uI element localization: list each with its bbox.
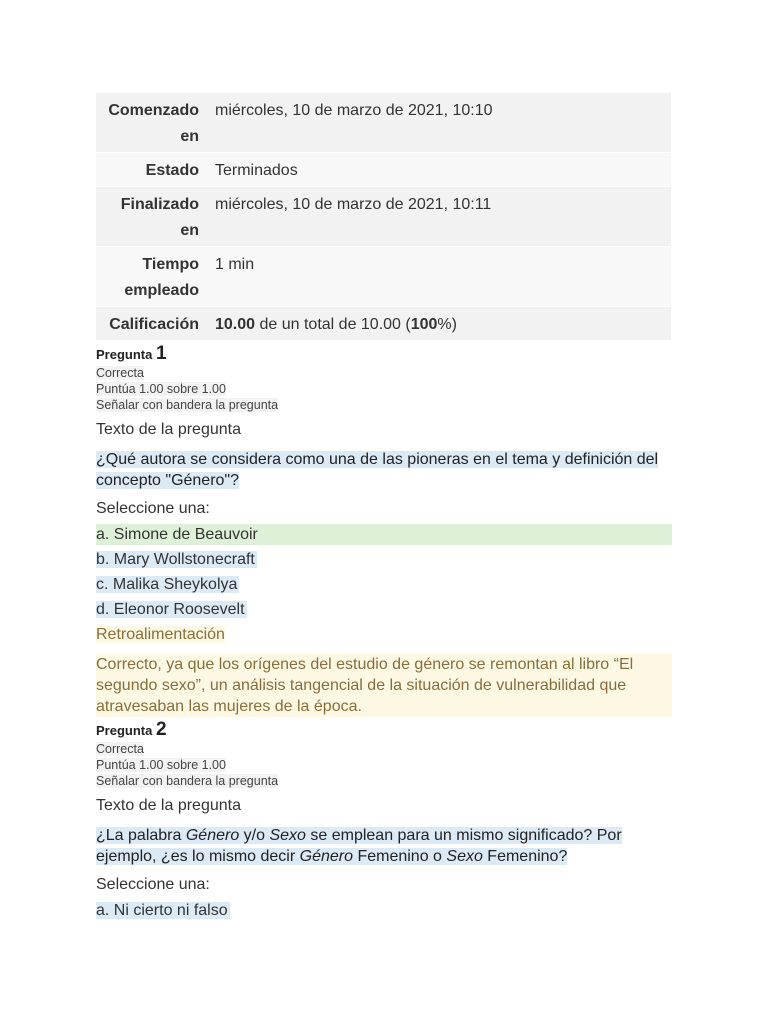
answer-label: d. Eleonor Roosevelt (96, 601, 245, 618)
answer-label: a. Simone de Beauvoir (96, 526, 258, 543)
summary-label: Comenzado en (96, 93, 207, 153)
answer-label: c. Malika Sheykolya (96, 576, 238, 593)
summary-value: miércoles, 10 de marzo de 2021, 10:10 (207, 93, 671, 153)
text-part-italic: Sexo (269, 827, 306, 844)
answer-option-d[interactable] (96, 599, 672, 620)
question-num: 1 (155, 343, 167, 364)
flag-question-link[interactable]: Señalar con bandera la pregunta (96, 774, 279, 788)
summary-row-started (96, 93, 671, 153)
summary-label: Calificación (96, 307, 207, 341)
summary-row-state (96, 153, 671, 187)
answer-label: b. Mary Wollstonecraft (96, 551, 255, 568)
attempt-summary-table (96, 93, 671, 341)
text-part-italic: Género (185, 827, 240, 844)
answer-label: a. Ni cierto ni falso (96, 902, 228, 919)
summary-label: Tiempo empleado (96, 247, 207, 307)
summary-value: miércoles, 10 de marzo de 2021, 10:11 (207, 187, 671, 247)
question-1 (96, 343, 672, 717)
grade-value: 10.00 (215, 316, 256, 333)
answer-option-a[interactable] (96, 900, 672, 921)
text-part: Femenino o (353, 848, 447, 865)
question-prefix: Pregunta (96, 347, 156, 362)
question-text-label: Texto de la pregunta (96, 421, 241, 438)
question-text (96, 449, 672, 491)
question-number (96, 719, 672, 741)
summary-value (207, 307, 671, 341)
grade-percent: 100 (410, 316, 438, 333)
text-part-italic: Género (299, 848, 353, 865)
question-status: Correcta (96, 742, 144, 756)
text-part: y/o (239, 827, 270, 844)
question-info (96, 365, 672, 413)
question-score: Puntúa 1.00 sobre 1.00 (96, 382, 226, 396)
summary-value: 1 min (207, 247, 671, 307)
question-info (96, 741, 672, 789)
select-one-label: Seleccione una: (96, 500, 210, 517)
question-text-label: Texto de la pregunta (96, 797, 241, 814)
grade-close: %) (437, 316, 457, 333)
answer-option-c[interactable] (96, 574, 672, 595)
text-part: ¿La palabra (96, 827, 186, 844)
text-part: se emplean para un mismo significado? Por ejemplo, ¿es lo mismo decir (96, 827, 622, 865)
text-part: Femenino? (482, 848, 568, 865)
summary-value: Terminados (207, 153, 671, 187)
question-score: Puntúa 1.00 sobre 1.00 (96, 758, 226, 772)
feedback-label-text: Retroalimentación (96, 626, 225, 643)
feedback-text: Correcto, ya que los orígenes del estudio de género se remontan al libro “El segundo sexo”, un análisis tangencial de la situación de vulnerabilidad que atravesaban las mujeres de la época. (96, 654, 672, 717)
feedback-label (96, 624, 672, 646)
summary-label: Estado (96, 153, 207, 187)
question-num: 2 (155, 719, 167, 740)
question-number (96, 343, 672, 365)
quiz-review (96, 93, 672, 921)
grade-text: de un total de 10.00 ( (255, 316, 411, 333)
question-text (96, 825, 672, 867)
summary-label: Finalizado en (96, 187, 207, 247)
select-one-label: Seleccione una: (96, 876, 210, 893)
summary-row-grade (96, 307, 671, 341)
answer-option-b[interactable] (96, 549, 672, 570)
question-status: Correcta (96, 366, 144, 380)
question-text-content: ¿Qué autora se considera como una de las pioneras en el tema y definición del concepto "Género"? (96, 451, 659, 489)
answer-option-a[interactable] (96, 524, 672, 545)
question-2 (96, 719, 672, 921)
summary-row-finished (96, 187, 671, 247)
question-text-content (96, 827, 622, 865)
text-part-italic: Sexo (446, 848, 483, 865)
question-prefix: Pregunta (96, 723, 156, 738)
summary-row-time (96, 247, 671, 307)
flag-question-link[interactable]: Señalar con bandera la pregunta (96, 398, 279, 412)
